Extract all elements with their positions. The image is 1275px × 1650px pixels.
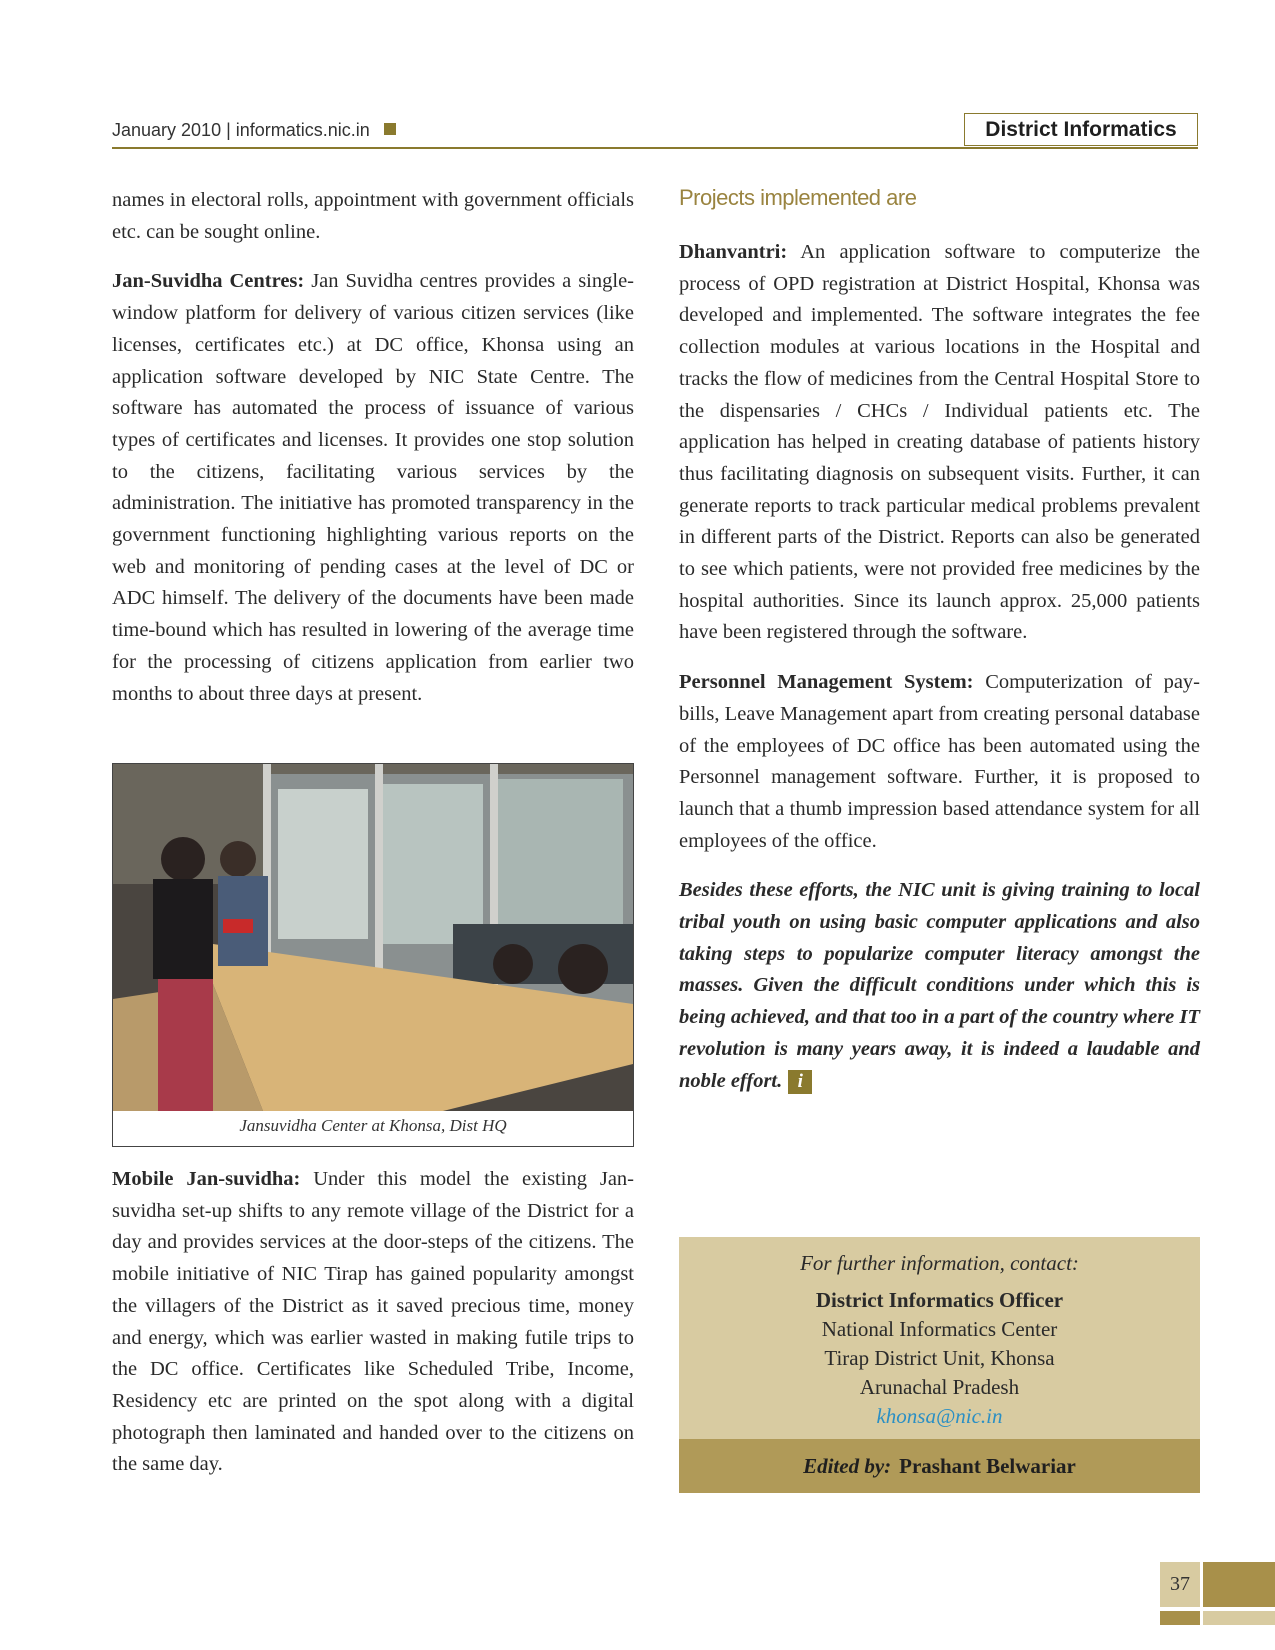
personnel-paragraph (679, 667, 1200, 857)
left-column (112, 185, 634, 728)
mobile-jan-suvidha-title: Mobile Jan-suvidha: (112, 1168, 301, 1190)
closing-text: Besides these efforts, the NIC unit is giving training to local tribal youth on using basic computer applications and also taking steps to popularize computer literacy amongst the masses. Given the difficult conditions under which this is being achieved, and that too in a part of the country where IT revolution is many years away, it is indeed a laudable and noble effort. (679, 879, 1200, 1092)
header-left (112, 120, 396, 141)
photo-figure (112, 763, 634, 1147)
page-corner-decoration (1203, 1562, 1275, 1607)
jan-suvidha-paragraph (112, 266, 634, 710)
personnel-title: Personnel Management System: (679, 671, 974, 694)
photo-caption: Jansuvidha Center at Khonsa, Dist HQ (239, 1116, 507, 1135)
closing-paragraph (679, 875, 1200, 1097)
header-divider (112, 147, 1198, 149)
info-end-icon: i (788, 1070, 812, 1094)
dhanvantri-title: Dhanvantri: (679, 241, 788, 263)
jan-suvidha-title: Jan-Suvidha Centres: (112, 270, 305, 293)
dhanvantri-paragraph (679, 237, 1200, 649)
contact-line-1: National Informatics Center (821, 1317, 1058, 1341)
contact-name: District Informatics Officer (815, 1288, 1064, 1312)
contact-line-2: Tirap District Unit, Khonsa (824, 1346, 1055, 1370)
section-label: District Informatics (964, 113, 1198, 146)
header-date-site: January 2010 | informatics.nic.in (112, 120, 370, 140)
contact-email-link[interactable]: khonsa@nic.in (876, 1404, 1003, 1428)
projects-heading: Projects implemented are (679, 185, 917, 210)
personnel-body: Computerization of pay-bills, Leave Management apart from creating personal database of the employees of DC office has been automated using the Personnel management software. Further, it is proposed to launch that a thumb impression based attendance system for all employees of the office. (679, 671, 1200, 852)
jan-suvidha-body: Jan Suvidha centres provides a single-window platform for delivery of various citizen services (like licenses, certificates etc.) at DC office, Khonsa using an application software developed by NIC State Centre. The software has automated the process of issuance of various types of certificates and licenses. It provides one stop solution to the citizens, facilitating various services by the administration. The initiative has promoted transparency in the government functioning highlighting various reports on the web and monitoring of pending cases at the level of DC or ADC himself. The delivery of the documents have been made time-bound which has resulted in lowering of the average time for the processing of citizens application from earlier two months to about three days at present. (112, 270, 635, 705)
contact-details (679, 1249, 1200, 1431)
editor-name: Prashant Belwariar (899, 1453, 1076, 1478)
edited-by-label: Edited by: (803, 1453, 892, 1478)
left-paragraph-1: names in electoral rolls, appointment with government officials etc. can be sought online. (112, 189, 634, 243)
square-bullet-icon (384, 123, 396, 135)
jansuvidha-center-photo (113, 764, 633, 1111)
page-corner-decoration (1160, 1611, 1200, 1625)
page-corner-decoration (1203, 1611, 1275, 1625)
edited-by-band (679, 1439, 1200, 1493)
mobile-jan-suvidha-body: Under this model the existing Jan-suvidha set-up shifts to any remote village of the District for a day and provides services at the door-steps of the citizens. The mobile initiative of NIC Tirap has gained popularity amongst the villagers of the District as it saved precious time, money and energy, which was earlier wasted in making futile trips to the DC office. Certificates like Scheduled Tribe, Income, Residency etc are printed on the spot along with a digital photograph then laminated and handed over to the citizens on the same day. (112, 1168, 635, 1476)
mobile-jan-suvidha-paragraph (112, 1164, 634, 1481)
contact-line-3: Arunachal Pradesh (859, 1375, 1020, 1399)
contact-intro: For further information, contact: (800, 1251, 1079, 1275)
right-column (679, 181, 1200, 1115)
dhanvantri-body: An application software to computerize the process of OPD registration at District Hospital, Khonsa was developed and implemented. The software integrates the fee collection modules at various locations in the Hospital and tracks the flow of medicines from the Central Hospital Store to the dispensaries / CHCs / Individual patients etc. The application has helped in creating database of patients history thus facilitating diagnosis on subsequent visits. Further, it can generate reports to track particular medical problems prevalent in different parts of the District. Reports can also be generated to see which patients, were not provided free medicines by the hospital authorities. Since its launch approx. 25,000 patients have been registered through the software. (679, 241, 1200, 644)
contact-box (679, 1237, 1200, 1493)
page-number: 37 (1160, 1562, 1200, 1607)
